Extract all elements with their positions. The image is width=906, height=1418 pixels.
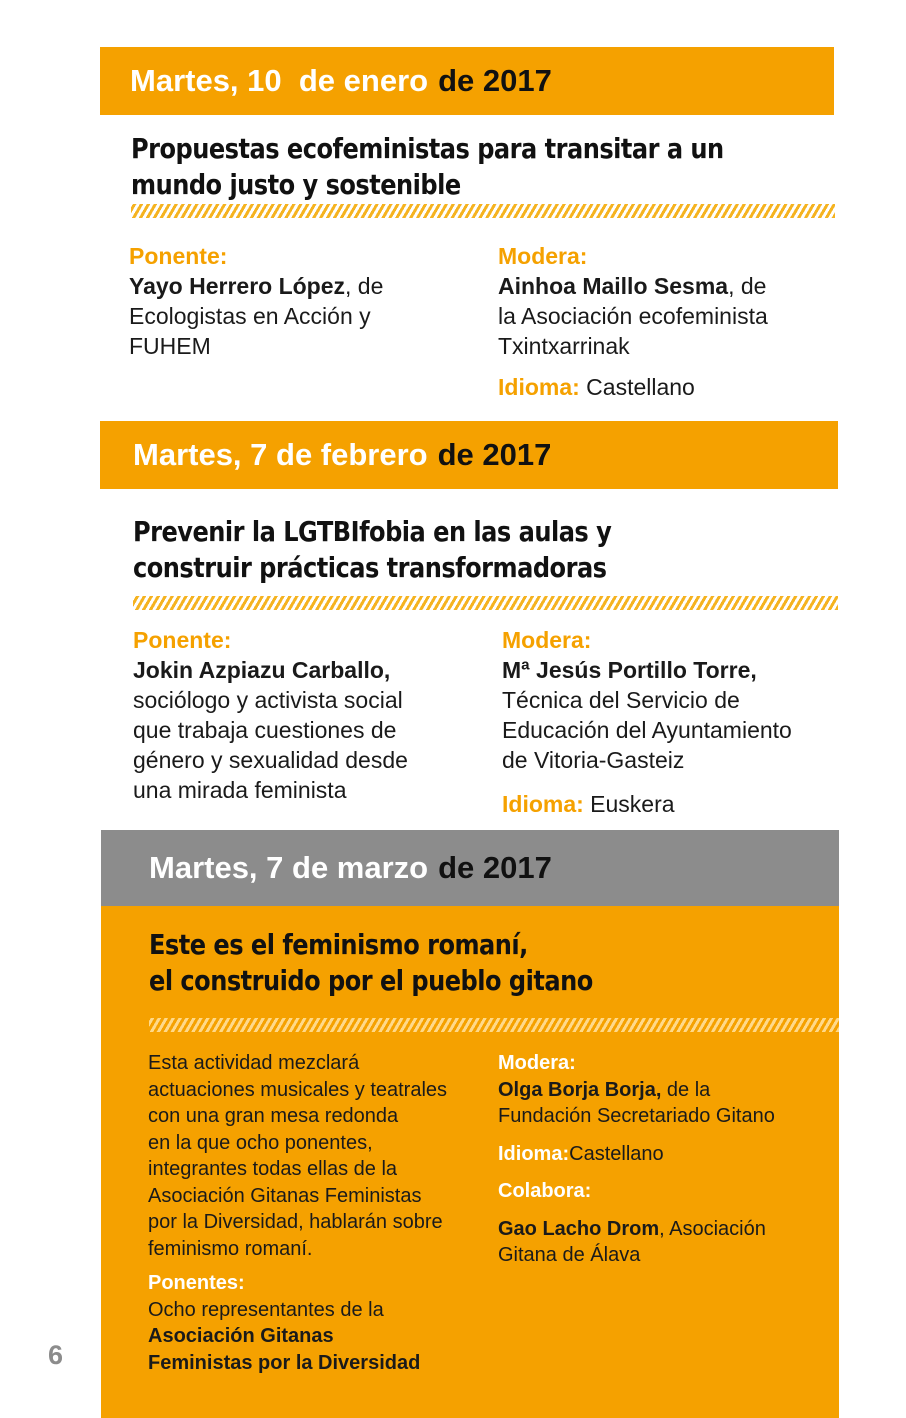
event-1-ponente: Ponente: Yayo Herrero López, de Ecologistas en Acción y FUHEM bbox=[129, 241, 469, 361]
modera-label: Modera: bbox=[498, 243, 588, 269]
modera-name: Ainhoa Maillo Sesma bbox=[498, 273, 729, 299]
event-1-divider bbox=[131, 204, 835, 218]
colabora-label: Colabora: bbox=[498, 1180, 592, 1202]
event-2-divider bbox=[133, 596, 838, 610]
event-3-date-banner bbox=[101, 830, 839, 906]
event-2-title: Prevenir la LGTBIfobia en las aulas y construir prácticas transformadoras bbox=[133, 515, 612, 584]
event-3-description: Esta actividad mezclará actuaciones musicales y teatrales con una gran mesa redonda en la que ocho ponentes, integrantes todas ellas de la Asociación Gitanas Feministas por la Diversidad, hablarán sobre feminismo romaní. Ponentes: Ocho representantes de la Asociación Gitanas Feministas por la Diversidad bbox=[148, 1050, 478, 1376]
event-1-date-banner bbox=[100, 47, 834, 115]
modera-name: Olga Borja Borja, bbox=[498, 1078, 662, 1101]
event-3-year: de 2017 bbox=[438, 850, 552, 885]
event-2-year: de 2017 bbox=[437, 437, 552, 472]
ponente-label: Ponente: bbox=[129, 243, 228, 269]
ponente-name: Yayo Herrero López bbox=[129, 273, 346, 299]
event-1-year: de 2017 bbox=[438, 63, 552, 98]
idioma-label: Idioma: bbox=[502, 791, 584, 817]
event-2-ponente: Ponente: Jokin Azpiazu Carballo, sociólogo y activista social que trabaja cuestiones de género y sexualidad desde una mirada feminista bbox=[133, 625, 478, 805]
modera-label: Modera: bbox=[502, 627, 592, 653]
idioma-label: Idioma: bbox=[498, 374, 580, 400]
event-1-modera: Modera: Ainhoa Maillo Sesma, de la Asociación ecofeminista Txintxarrinak Idioma: Castellano bbox=[498, 241, 838, 402]
idioma-value: Castellano bbox=[569, 1142, 664, 1165]
idioma-value: Castellano bbox=[579, 374, 695, 400]
event-3-date: Martes, 7 de marzo bbox=[149, 850, 429, 885]
modera-label: Modera: bbox=[498, 1052, 576, 1074]
event-2-modera: Modera: Mª Jesús Portillo Torre, Técnica del Servicio de Educación del Ayuntamiento de Vitoria-Gasteiz Idioma: Euskera bbox=[502, 625, 842, 819]
event-3-details: Modera: Olga Borja Borja, de la Fundación Secretariado Gitano Idioma:Castellano Colabora: Gao Lacho Drom, Asociación Gitana de Álava bbox=[498, 1050, 828, 1269]
ponentes-label: Ponentes: bbox=[148, 1272, 245, 1294]
event-3-title: Este es el feminismo romaní, el construido por el pueblo gitano bbox=[149, 928, 593, 997]
event-2-date-banner bbox=[100, 421, 838, 489]
idioma-value: Euskera bbox=[583, 791, 675, 817]
ponente-label: Ponente: bbox=[133, 627, 232, 653]
event-3-divider bbox=[149, 1018, 839, 1032]
event-2-date: Martes, 7 de febrero bbox=[133, 437, 428, 472]
colabora-name: Gao Lacho Drom bbox=[498, 1217, 660, 1240]
modera-name: Mª Jesús Portillo Torre, bbox=[502, 657, 757, 683]
idioma-label: Idioma: bbox=[498, 1142, 570, 1165]
ponente-name: Jokin Azpiazu Carballo, bbox=[133, 657, 391, 683]
event-1-date: Martes, 10 de enero bbox=[130, 63, 429, 98]
event-1-title: Propuestas ecofeministas para transitar a un mundo justo y sostenible bbox=[131, 132, 724, 201]
page-number: 6 bbox=[48, 1340, 64, 1370]
